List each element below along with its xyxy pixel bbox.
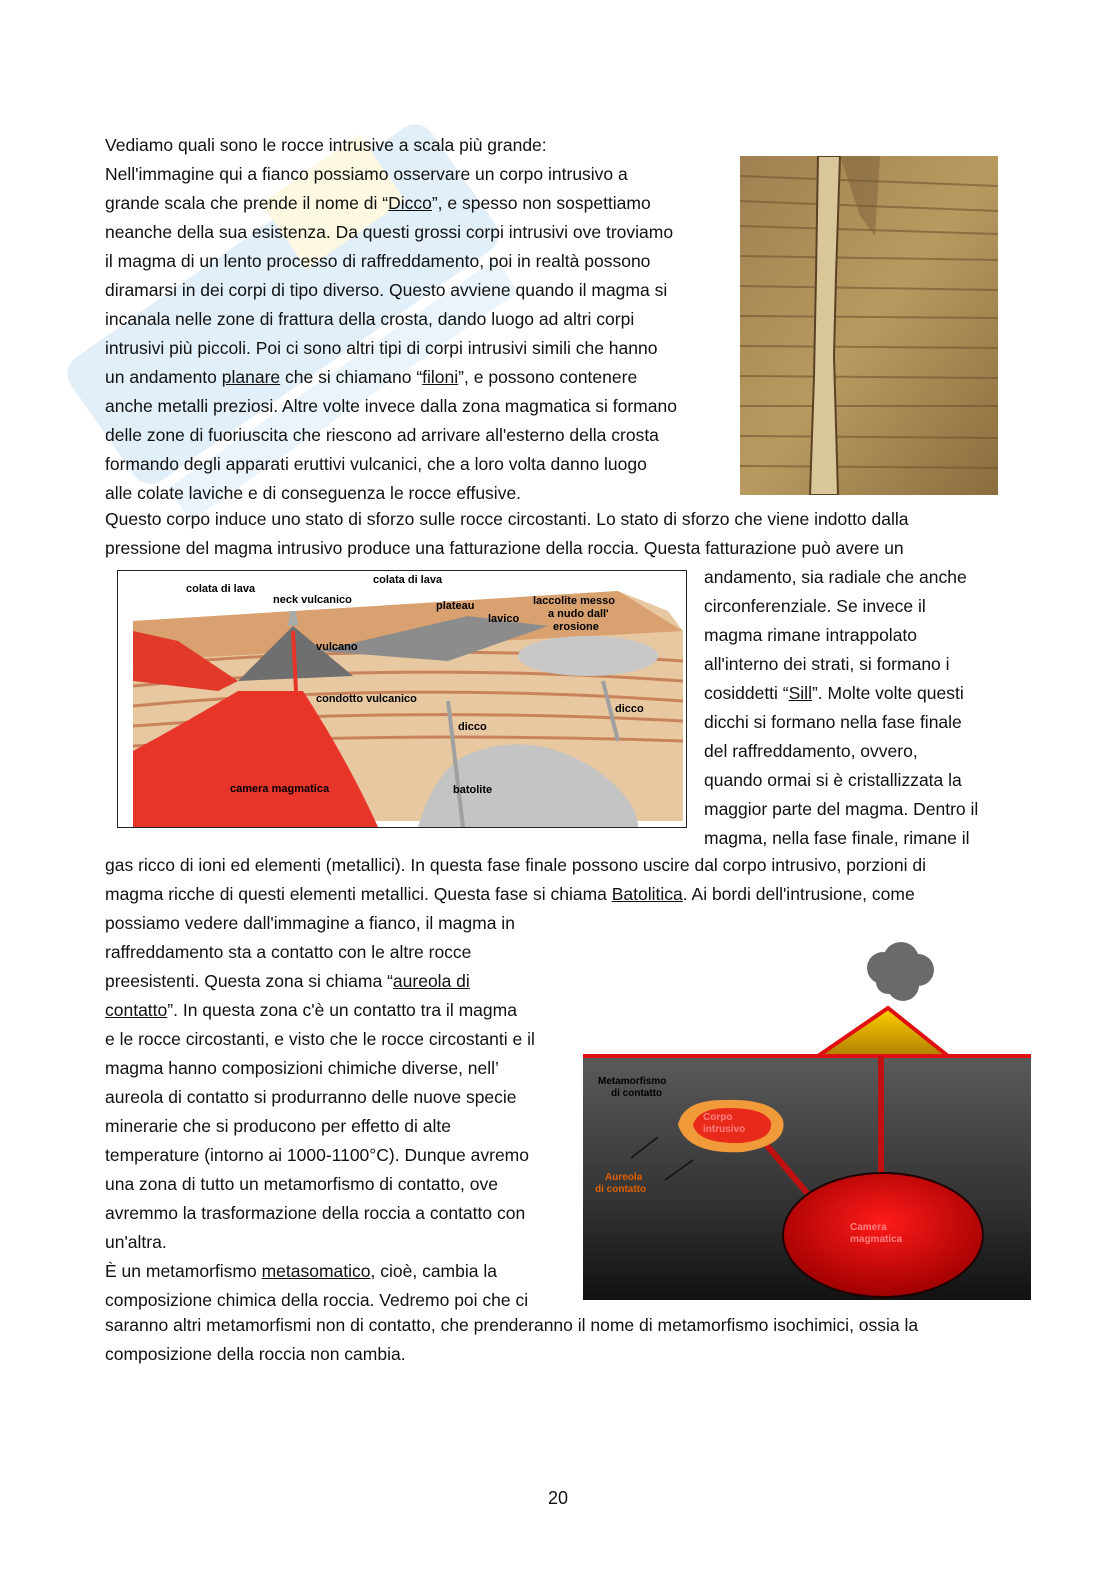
dike-photo (740, 156, 998, 495)
link-planare[interactable]: planare (221, 367, 281, 387)
svg-text:camera magmatica: camera magmatica (230, 783, 330, 795)
svg-text:Camera: Camera (850, 1222, 887, 1233)
contact-metamorphism-diagram (583, 940, 1031, 1300)
intrusive-bodies-diagram (117, 570, 687, 828)
svg-text:intrusivo: intrusivo (703, 1124, 746, 1135)
svg-text:Aureola: Aureola (605, 1172, 643, 1183)
paragraph-3: possiamo vedere dall'immagine a fianco, il magma in raffreddamento sta a contatto con le altre rocce preesistenti. Questa zona si chiama “aureola di contatto”. In questa zona c'è un contatto tra il magma e le rocce circostanti, e visto che le rocce circostanti e il magma hanno composizioni chimiche diverse, nell’ aureola di contatto si produrranno delle nuove specie minerarie che si producono per effetto di alte temperature (intorno ai 1000-1100°C). Dunque avremo una zona di tutto un metamorfismo di contatto, ove avremmo la trasformazione della roccia a contatto con un'altra. È un metamorfismo metasomatico, cioè, cambia la composizione chimica della roccia. Vedremo poi che ci (105, 913, 535, 1310)
svg-text:Corpo: Corpo (703, 1112, 733, 1123)
svg-text:colata di lava: colata di lava (373, 574, 443, 586)
paragraph-1: Vediamo quali sono le rocce intrusive a scala più grande: Nell'immagine qui a fianco possiamo osservare un corpo intrusivo a grande scala che prende il nome di “Dicco”, e spesso non sospettiamo neanche della sua esistenza. Da questi grossi corpi intrusivi ove troviamo il magma di un lento processo di raffreddamento, poi in realtà possono diramarsi in dei corpi di tipo diverso. Questo avviene quando il magma si incanala nelle zone di frattura della crosta, dando luogo ad altri corpi intrusivi più piccoli. Poi ci sono altri tipi di corpi intrusivi simili che hanno un andamento planare che si chiamano “filoni”, e possono contenere anche metalli preziosi. Altre volte invece dalla zona magmatica si formano delle zone di fuoriuscita che riescono ad arrivare all'esterno della crosta formando degli apparati eruttivi vulcanici, che a loro volta danno luogo alle colate laviche e di conseguenza le rocce effusive. (105, 135, 677, 503)
link-dicco[interactable]: Dicco (388, 193, 432, 213)
page-number: 20 (547, 1488, 569, 1508)
paragraph-3-bottom: saranno altri metamorfismi non di contatto, che prenderanno il nome di metamorfismo isochimici, ossia la composizione della roccia non cambia. (105, 1315, 919, 1364)
svg-text:vulcano: vulcano (316, 641, 358, 653)
svg-text:neck vulcanico: neck vulcanico (273, 594, 352, 606)
paragraph-2-right: andamento, sia radiale che anche circonferenziale. Se invece il magma rimane intrappolato all'interno dei strati, si formano i cosiddetti “Sill”. Molte volte questi dicchi si formano nella fase finale del raffreddamento, ovvero, quando ormai si è cristallizzata la maggior parte del magma. Dentro il magma, nella fase finale, rimane il (704, 567, 979, 848)
svg-text:dicco: dicco (458, 721, 487, 733)
link-batolitica[interactable]: Batolitica (611, 884, 683, 904)
svg-text:Metamorfismo: Metamorfismo (598, 1076, 667, 1087)
svg-text:batolite: batolite (453, 784, 493, 796)
svg-text:condotto vulcanico: condotto vulcanico (316, 693, 417, 705)
paragraph-2-top: Questo corpo induce uno stato di sforzo sulle rocce circostanti. Lo stato di sforzo che viene indotto dalla pressione del magma intrusivo produce una fatturazione della roccia. Questa fatturazione può avere un (105, 509, 909, 558)
svg-text:colata di lava: colata di lava (186, 583, 256, 595)
svg-text:plateau: plateau (436, 600, 475, 612)
link-filoni[interactable]: filoni (422, 367, 459, 387)
link-sill[interactable]: Sill (788, 683, 812, 703)
link-aureola[interactable]: aureola di (392, 971, 470, 991)
svg-text:dicco: dicco (615, 703, 644, 715)
paragraph-2-bottom: gas ricco di ioni ed elementi (metallici). In questa fase finale possono uscire dal corpo intrusivo, porzioni di magma ricche di questi elementi metallici. Questa fase si chiama Batolitica. Ai bordi dell'intrusione, come (105, 855, 926, 904)
link-metasomatico[interactable]: metasomatico (261, 1261, 371, 1281)
svg-text:laccolite messo: laccolite messo (533, 595, 615, 607)
svg-text:magmatica: magmatica (850, 1234, 903, 1245)
svg-text:erosione: erosione (553, 621, 599, 633)
svg-text:lavico: lavico (488, 613, 520, 625)
svg-text:di contatto: di contatto (611, 1088, 663, 1099)
svg-text:di contatto: di contatto (595, 1184, 647, 1195)
svg-text:a nudo dall': a nudo dall' (548, 608, 609, 620)
link-contatto[interactable]: contatto (105, 1000, 168, 1020)
